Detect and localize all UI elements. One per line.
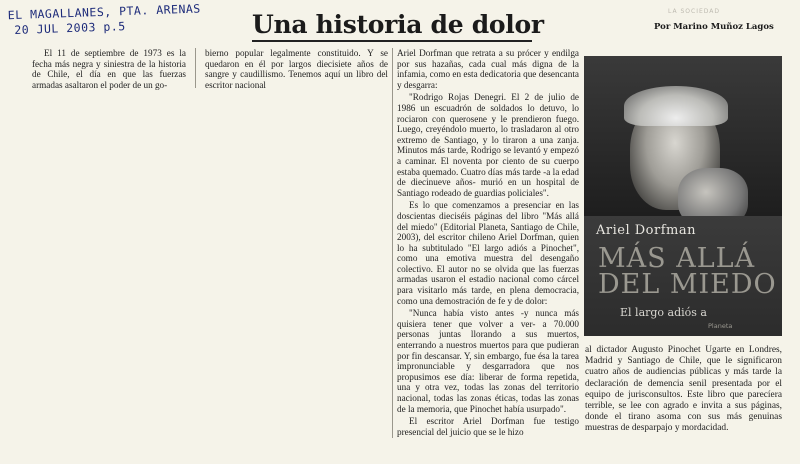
- book-cover-title: [598, 243, 778, 300]
- paragraph: Ariel Dorfman que retrata a su prócer y endilga por sus hazañas, cada cual más digna de la infamia, como en esta dedicatoria que desencanta y desgarra:: [397, 48, 579, 90]
- column-divider: [392, 48, 393, 438]
- paragraph: "Nunca había visto antes -y nunca más quisiera tener que volver a ver- a 70.000 personas juntas llorando a sus muertos, enterrando a nuestros muertos para que pudieran por fin descansar. Y, sin embargo, fue ésa la tarea impronunciable y desgarradora que nos propusimos ese día: liberar de forma repetida, una y otra vez, todas las zonas del territorio nacional, todas las zonas éticas, todas las zonas de la memoria, que Pinochet había usurpado".: [397, 308, 579, 414]
- handwritten-source-note: [8, 0, 249, 38]
- book-title-line-2: DEL MIEDO: [598, 269, 777, 300]
- article-column-1: [32, 48, 186, 92]
- paragraph: Es lo que comenzamos a presenciar en las doscientas dieciséis páginas del libro "Más allá del miedo" (Editorial Planeta, Santiago de Chile, 2003), del escritor chileno Ariel Dorfman, quien lo ha subtitulado "El largo adiós a Pinochet", como una emotiva muestra del desengaño colectivo. El autor no se olvida que las fuerzas armadas usaron el estadio nacional como cárcel para visitarlo más tarde, en plena democracia, como una demostración de fe y de dolor:: [397, 200, 579, 306]
- book-cover-subtitle: El largo adiós a: [620, 306, 707, 319]
- paragraph: al dictador Augusto Pinochet Ugarte en Londres, Madrid y Santiago de Chile, que le significaron cuatro años de audiencias públicas y más tarde la declaración de demencia senil presentada por el equipo de jurisconsultos. Este libro que parecíera terrible, se lee con agrado e invita a sus páginas, donde el tirano asoma con sus más genuinas muestras de desparpajo y mordacidad.: [585, 345, 782, 434]
- article-column-4: [585, 345, 782, 437]
- byline: Por Marino Muñoz Lagos: [654, 22, 774, 32]
- headline-underline: [252, 40, 532, 42]
- book-title-line-1: MÁS ALLÁ: [598, 243, 756, 274]
- paragraph: "Rodrigo Rojas Denegri. El 2 de julio de 1986 un escuadrón de soldados lo detuvo, lo rociaron con querosene y le prendieron fuego. Luego, creyéndolo muerto, lo trasladaron al otro extremo de Santiago, y lo tiraron a una zanja. Minutos más tarde, Rodrigo se levantó y empezó a caminar. El noventa por ciento de su cuerpo estaba quemado. Cuatro días más tarde -a la edad de diecinueve años- murió en un hospital de Santiago rodeado de guardias policiales".: [397, 92, 579, 198]
- article-headline: Una historia de dolor: [252, 10, 544, 39]
- article-column-3: [397, 48, 579, 439]
- paragraph: El 11 de septiembre de 1973 es la fecha más negra y siniestra de la historia de Chile, el día en que las fuerzas armadas asaltaron el poder de un go-: [32, 48, 186, 90]
- book-cover-publisher: Planeta: [708, 322, 733, 330]
- faint-stamp: LA SOCIEDAD: [668, 8, 721, 15]
- book-cover-author: Ariel Dorfman: [596, 223, 696, 238]
- book-cover-photo: [584, 56, 782, 336]
- author-portrait: [584, 56, 782, 216]
- handwritten-line-1: EL MAGALLANES, PTA. ARENAS: [7, 1, 201, 23]
- column-divider: [195, 48, 196, 88]
- author-hair: [624, 86, 728, 126]
- article-column-2: [205, 48, 388, 92]
- handwritten-line-2: 20 JUL 2003 p.5: [14, 19, 126, 37]
- paragraph: bierno popular legalmente constituido. Y se quedaron en él por largos diecisiete años de sangre y caudillismo. Tenemos aquí un libro del escritor nacional: [205, 48, 388, 90]
- paragraph: El escritor Ariel Dorfman fue testigo presencial del juicio que se le hizo: [397, 416, 579, 437]
